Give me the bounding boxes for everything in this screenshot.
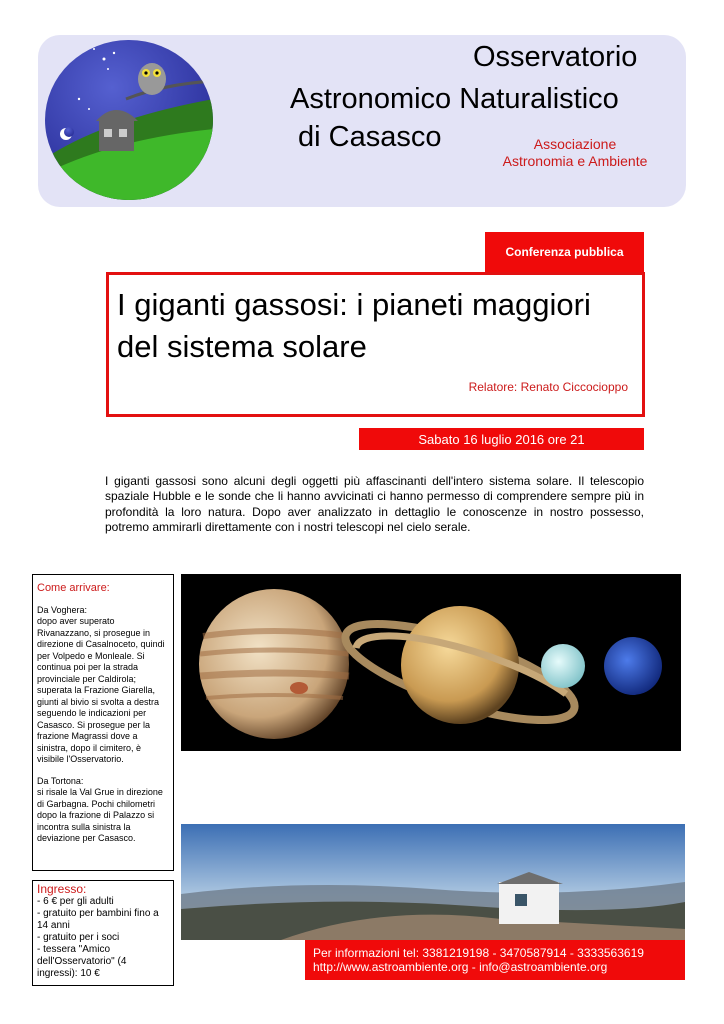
entry-box bbox=[32, 880, 174, 986]
speaker: Relatore: Renato Ciccocioppo bbox=[468, 380, 628, 394]
intro-paragraph: I giganti gassosi sono alcuni degli oggetti più affascinanti dell'intero sistema solare. Il telescopio spaziale Hubble e le sonde che li hanno avvicinati ci hanno permesso di comprendere sempre più in profondità la loro natura. Dopo aver analizzato in dettaglio le conoscenze in nostro possesso, potremo ammirarli direttamente con i nostri telescopi nel cielo serale. bbox=[105, 474, 644, 534]
observatory-logo bbox=[44, 39, 214, 201]
directions-voghera: Da Voghera: dopo aver superato Rivanazzano, si prosegue in direzione di Casalnoceto, quindi per Volpedo e Monleale. Si continua poi per la strada provinciale per Caldirola; superata la Frazione Giarella, giunti al bivio si svolta a destra seguendo le indicazioni per Casasco. Si prosegue per la frazione Magrassi dove a sinistra, dopo il cimitero, è visibile l'Osservatorio. bbox=[37, 604, 165, 764]
entry-line: - gratuito per i soci bbox=[37, 932, 120, 943]
event-date: Sabato 16 luglio 2016 ore 21 bbox=[359, 428, 644, 450]
entry-heading: Ingresso: bbox=[37, 882, 87, 896]
association-line-1: Associazione bbox=[533, 136, 617, 152]
contact-phone: Per informazioni tel: 3381219198 - 3470587914 - 3333563619 bbox=[313, 946, 644, 960]
contact-web-email[interactable]: http://www.astroambiente.org - info@astroambiente.org bbox=[313, 960, 608, 974]
directions-tortona: Da Tortona: si risale la Val Grue in direzione di Garbagna. Pochi chilometri dopo la frazione di Palazzo si incontra sulla sinistra la deviazione per Casasco. bbox=[37, 775, 163, 843]
talk-title: I giganti gassosi: i pianeti maggiori del sistema solare bbox=[117, 287, 591, 364]
entry-line: - gratuito per bambini fino a 14 anni bbox=[37, 908, 159, 931]
title-line-2: Astronomico Naturalistico bbox=[290, 83, 619, 115]
title-line-3: di Casasco bbox=[298, 121, 442, 153]
conference-badge: Conferenza pubblica bbox=[485, 232, 644, 272]
observatory-panorama-image bbox=[181, 824, 685, 940]
association-line-2: Astronomia e Ambiente bbox=[502, 153, 648, 169]
entry-line: - tessera "Amico dell'Osservatorio" (4 ingressi): 10 € bbox=[37, 944, 127, 979]
planets-image bbox=[181, 574, 681, 751]
title-line-1: Osservatorio bbox=[473, 41, 638, 73]
contact-footer bbox=[305, 940, 685, 980]
directions-box bbox=[32, 574, 174, 871]
entry-line: - 6 € per gli adulti bbox=[37, 896, 114, 907]
directions-heading: Come arrivare: bbox=[37, 582, 110, 594]
